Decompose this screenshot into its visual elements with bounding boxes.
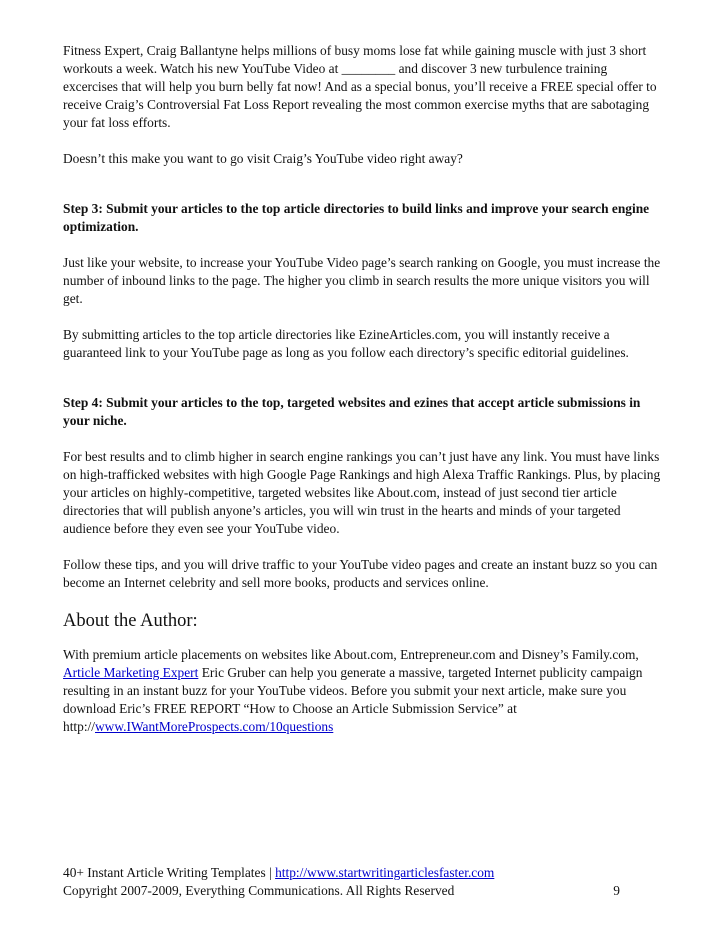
step4-paragraph-2: Follow these tips, and you will drive traffic to your YouTube video pages and create an instant buzz so you can become an Internet celebrity and sell more books, products and services online. [63,557,658,590]
about-author-heading: About the Author: [63,611,198,631]
intro-question: Doesn’t this make you want to go visit Craig’s YouTube video right away? [63,151,463,166]
about-text-start: With premium article placements on websites like About.com, Entrepreneur.com and Disney’s Family.com, [63,647,639,662]
step3-paragraph-2: By submitting articles to the top article directories like EzineArticles.com, you will instantly receive a guaranteed link to your YouTube page as long as you follow each directory’s specific editorial guidelines. [63,327,629,360]
iwantmoreprospects-link[interactable]: www.IWantMoreProspects.com/10questions [95,719,334,734]
document-body [63,42,663,736]
page-number: 9 [613,883,620,898]
step3-heading: Step 3: Submit your articles to the top article directories to build links and improve your search engine optimization. [63,201,650,234]
footer-copyright: Copyright 2007-2009, Everything Communications. All Rights Reserved [63,883,455,898]
intro-paragraph: Fitness Expert, Craig Ballantyne helps millions of busy moms lose fat while gaining muscle with just 3 short workouts a week. Watch his new YouTube Video at ________ and discover 3 new turbulence training excercises that will help you burn belly fat now! And as a special bonus, you’ll receive a FREE special offer to receive Craig’s Controversial Fat Loss Report revealing the most common exercise myths that are sabotaging your fat loss efforts. [63,43,657,130]
step3-paragraph-1: Just like your website, to increase your YouTube Video page’s search ranking on Google, you must increase the number of inbound links to the page. The higher you climb in search results the more unique visitors you will get. [63,255,661,306]
footer-website-link[interactable]: http://www.startwritingarticlesfaster.com [275,865,495,880]
about-text-middle: Eric Gruber can help you generate a massive, targeted Internet publicity campaign resulting in an instant buzz for your YouTube videos. Before you submit your next article, make sure you download Eric’s FREE REPORT “How to Choose an Article Submission Service” at http:// [63,665,643,734]
page-footer [63,864,663,900]
step4-paragraph-1: For best results and to climb higher in search engine rankings you can’t just have any link. You must have links on high-trafficked websites with high Google Page Rankings and high Alexa Traffic Rankings. Plus, by placing your articles on highly-competitive, targeted websites like About.com, instead of just second tier article directories that will publish anyone’s articles, you will win trust in the hearts and minds of your targeted audience before they even see your YouTube video. [63,449,661,536]
article-marketing-expert-link[interactable]: Article Marketing Expert [63,665,199,680]
footer-title: 40+ Instant Article Writing Templates | [63,865,276,880]
footer-copyright-line [63,882,663,900]
about-author-paragraph [63,646,663,736]
step4-heading: Step 4: Submit your articles to the top, targeted websites and ezines that accept article submissions in your niche. [63,395,641,428]
footer-title-line [63,864,663,882]
